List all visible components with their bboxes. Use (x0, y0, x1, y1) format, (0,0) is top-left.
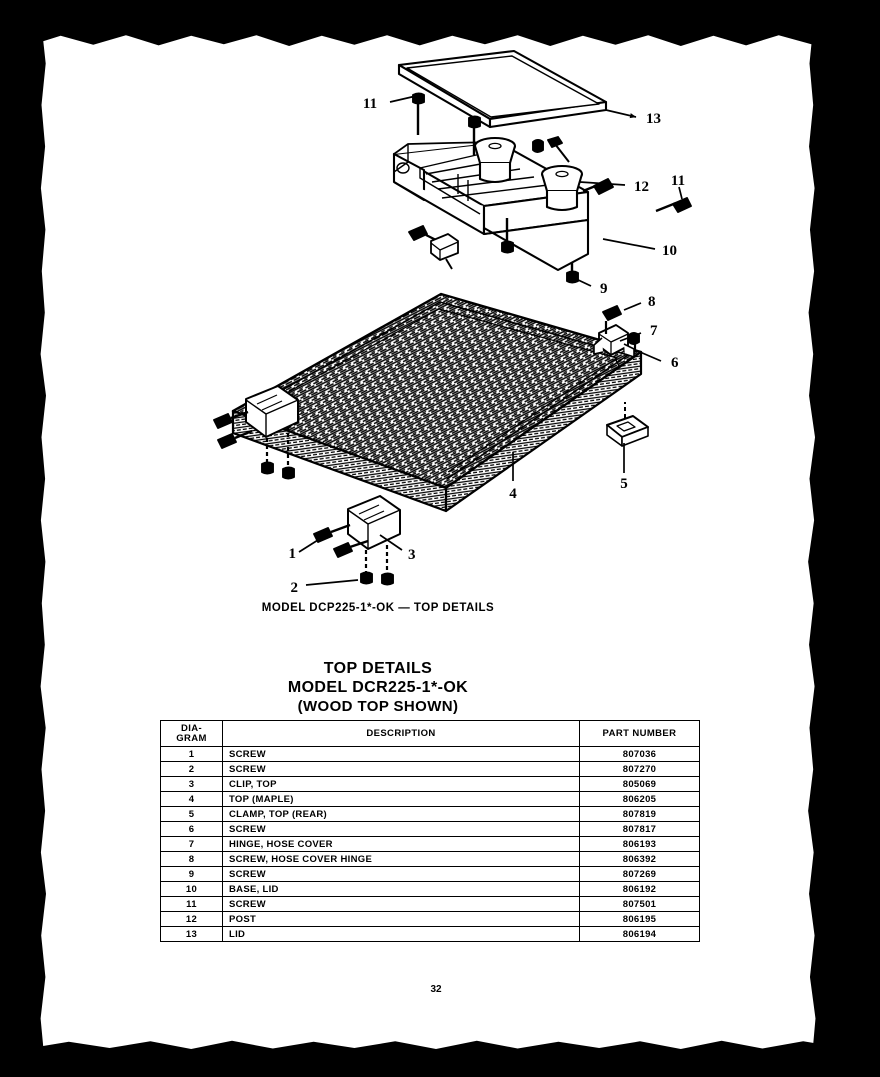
table-row (161, 867, 700, 882)
cell-description: TOP (MAPLE) (223, 792, 580, 807)
svg-text:2: 2 (290, 580, 298, 596)
parts-table-container (160, 720, 700, 942)
svg-text:1: 1 (288, 546, 296, 562)
page-number: 32 (430, 984, 442, 995)
table-row (161, 882, 700, 897)
cell-description: CLIP, TOP (223, 777, 580, 792)
table-title-block (28, 660, 728, 715)
parts-table-body (161, 747, 700, 942)
table-row (161, 897, 700, 912)
cell-part-number: 806205 (580, 792, 700, 807)
cell-description: SCREW (223, 747, 580, 762)
table-row (161, 927, 700, 942)
cell-description: SCREW (223, 867, 580, 882)
cell-part-number: 806192 (580, 882, 700, 897)
table-row (161, 747, 700, 762)
cell-diagram-number: 1 (161, 747, 223, 762)
cell-part-number: 806194 (580, 927, 700, 942)
cell-diagram-number: 12 (161, 912, 223, 927)
cell-description: CLAMP, TOP (REAR) (223, 807, 580, 822)
svg-text:4: 4 (509, 486, 517, 502)
table-header-row (161, 721, 700, 747)
table-row (161, 852, 700, 867)
table-row (161, 822, 700, 837)
table-row (161, 777, 700, 792)
cell-diagram-number: 4 (161, 792, 223, 807)
parts-table (160, 720, 700, 942)
cell-part-number: 807036 (580, 747, 700, 762)
cell-part-number: 807269 (580, 867, 700, 882)
cell-diagram-number: 13 (161, 927, 223, 942)
cell-diagram-number: 3 (161, 777, 223, 792)
cell-part-number: 805069 (580, 777, 700, 792)
cell-diagram-number: 7 (161, 837, 223, 852)
header-description: DESCRIPTION (223, 721, 580, 747)
scan-border-bottom (28, 1036, 844, 1060)
svg-text:9: 9 (600, 281, 608, 297)
part-lid (399, 51, 606, 127)
cell-diagram-number: 6 (161, 822, 223, 837)
cell-part-number: 807819 (580, 807, 700, 822)
cell-description: SCREW (223, 822, 580, 837)
page-sheet (28, 22, 844, 1060)
cell-part-number: 806193 (580, 837, 700, 852)
header-part-number: PART NUMBER (580, 721, 700, 747)
cell-description: POST (223, 912, 580, 927)
table-row (161, 792, 700, 807)
part-clip-top-front (348, 496, 400, 549)
cell-part-number: 806195 (580, 912, 700, 927)
fastener-screw-2 (334, 541, 393, 585)
svg-text:11: 11 (670, 173, 686, 189)
header-diagram-line1: DIA- (180, 723, 203, 734)
cell-diagram-number: 2 (161, 762, 223, 777)
table-row (161, 912, 700, 927)
svg-text:11: 11 (362, 96, 378, 112)
cell-part-number: 806392 (580, 852, 700, 867)
svg-text:8: 8 (648, 294, 656, 310)
title-line-1: TOP DETAILS (323, 660, 433, 677)
svg-text:6: 6 (671, 355, 679, 371)
table-row (161, 807, 700, 822)
cell-diagram-number: 8 (161, 852, 223, 867)
cell-diagram-number: 9 (161, 867, 223, 882)
cell-description: SCREW (223, 762, 580, 777)
table-row (161, 762, 700, 777)
cell-part-number: 807501 (580, 897, 700, 912)
cell-description: LID (223, 927, 580, 942)
title-line-2: MODEL DCR225-1*-OK (287, 678, 469, 696)
cell-description: SCREW, HOSE COVER HINGE (223, 852, 580, 867)
header-diagram (161, 721, 223, 747)
title-line-3: (WOOD TOP SHOWN) (297, 697, 459, 715)
svg-text:13: 13 (646, 111, 661, 127)
figure-caption: MODEL DCP225-1*-OK — TOP DETAILS (261, 602, 495, 614)
svg-text:3: 3 (408, 547, 416, 563)
cell-description: SCREW (223, 897, 580, 912)
fastener-screw-1 (314, 525, 350, 542)
svg-text:5: 5 (620, 476, 628, 492)
header-diagram-line2: GRAM (176, 732, 207, 744)
part-clamp-top-rear (607, 402, 648, 446)
cell-diagram-number: 11 (161, 897, 223, 912)
svg-text:10: 10 (662, 243, 677, 259)
cell-part-number: 807817 (580, 822, 700, 837)
cell-diagram-number: 5 (161, 807, 223, 822)
table-row (161, 837, 700, 852)
cell-part-number: 807270 (580, 762, 700, 777)
cell-description: BASE, LID (223, 882, 580, 897)
parts-table-head (161, 721, 700, 747)
cell-description: HINGE, HOSE COVER (223, 837, 580, 852)
svg-text:7: 7 (650, 323, 658, 339)
svg-text:12: 12 (634, 179, 649, 195)
exploded-parts-diagram (28, 22, 844, 602)
cell-diagram-number: 10 (161, 882, 223, 897)
